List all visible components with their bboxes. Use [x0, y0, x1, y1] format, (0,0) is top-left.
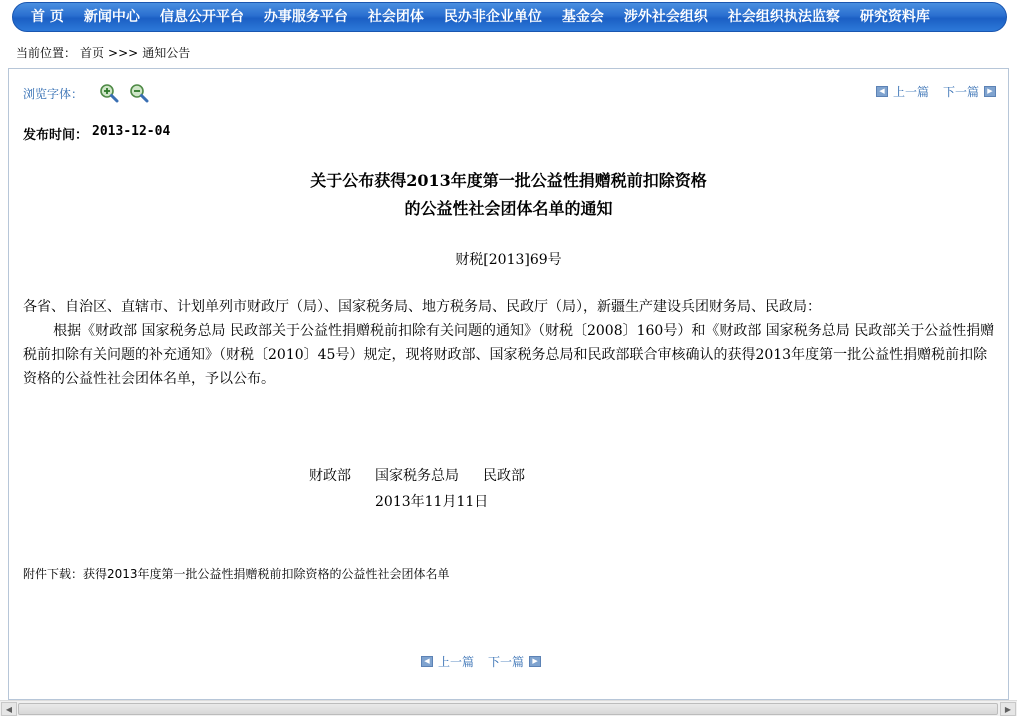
next-article-link-bottom[interactable]	[488, 653, 541, 670]
article-title	[9, 167, 1008, 223]
signature-date: 2013年11月11日	[375, 494, 489, 510]
font-size-tools	[23, 83, 149, 103]
article-paragraph-addressees: 各省、自治区、直辖市、计划单列市财政厅（局）、国家税务局、地方税务局、民政厅（局），新疆生产建设兵团财务局、民政局：	[23, 299, 821, 315]
attachment-label: 附件下载：	[23, 567, 84, 581]
nav-item-social-groups[interactable]: 社会团体	[367, 9, 424, 25]
breadcrumb-label: 当前位置：	[16, 46, 77, 60]
scroll-left-icon[interactable]: ◀	[1, 702, 17, 716]
next-arrow-icon: ▶	[984, 86, 996, 97]
publish-date-label: 发布时间：	[23, 128, 89, 143]
prev-article-link-bottom[interactable]	[421, 653, 474, 670]
nav-item-foreign-orgs[interactable]: 涉外社会组织	[623, 9, 708, 25]
nav-item-research-library[interactable]: 研究资料库	[859, 9, 930, 25]
font-tools-label: 浏览字体：	[23, 86, 84, 101]
next-article-label: 下一篇	[488, 655, 525, 669]
pager-bottom	[421, 653, 541, 670]
article-title-line1: 关于公布获得2013年度第一批公益性捐赠税前扣除资格	[310, 171, 707, 190]
signature-orgs	[309, 463, 525, 489]
attachment-download-link[interactable]: 获得2013年度第一批公益性捐赠税前扣除资格的公益性社会团体名单	[83, 567, 450, 581]
breadcrumb-separator: >>>	[108, 45, 139, 60]
attachment-section	[23, 565, 450, 582]
publish-date	[23, 124, 170, 143]
main-nav-bar	[12, 2, 1007, 32]
breadcrumb	[16, 44, 190, 61]
nav-item-law-enforcement[interactable]: 社会组织执法监察	[727, 9, 840, 25]
horizontal-scrollbar[interactable]	[0, 700, 1017, 716]
scrollbar-thumb[interactable]	[18, 703, 998, 715]
next-article-label: 下一篇	[942, 85, 979, 99]
nav-item-home[interactable]: 首 页	[31, 9, 64, 25]
article-paragraph-main: 根据《财政部 国家税务总局 民政部关于公益性捐赠税前扣除有关问题的通知》（财税〔2008〕160号）和《财政部 国家税务总局 民政部关于公益性捐赠税前扣除有关问题的补充通知》（财税〔2010〕45号）规定，现将财政部、国家税务总局和民政部联合审核确认的获得2013年度第一批公益性捐赠税前扣除资格的公益性社会团体名单，予以公布。	[23, 323, 995, 387]
breadcrumb-home-link[interactable]: 首页	[80, 46, 105, 60]
scroll-right-icon[interactable]: ▶	[1000, 702, 1016, 716]
nav-item-info-disclosure[interactable]: 信息公开平台	[159, 9, 244, 25]
prev-article-label: 上一篇	[438, 655, 475, 669]
prev-arrow-icon: ◀	[421, 656, 433, 667]
next-arrow-icon: ▶	[529, 656, 541, 667]
signature-org-tax: 国家税务总局	[375, 468, 459, 484]
nav-item-private-non-enterprise[interactable]: 民办非企业单位	[443, 9, 542, 25]
signature-org-civil: 民政部	[483, 468, 525, 484]
prev-arrow-icon: ◀	[876, 86, 888, 97]
article-title-line2: 的公益性社会团体名单的通知	[404, 199, 613, 218]
pager-top	[876, 83, 996, 100]
next-article-link-top[interactable]	[943, 83, 996, 100]
article-body	[23, 295, 995, 391]
document-number: 财税[2013]69号	[455, 252, 562, 268]
nav-item-news[interactable]: 新闻中心	[83, 9, 140, 25]
zoom-in-icon[interactable]	[99, 83, 119, 103]
signature-org-finance: 财政部	[309, 468, 351, 484]
prev-article-label: 上一篇	[892, 85, 929, 99]
article-frame	[8, 68, 1009, 700]
publish-date-value: 2013-12-04	[92, 124, 171, 139]
zoom-out-icon[interactable]	[129, 83, 149, 103]
nav-item-services[interactable]: 办事服务平台	[263, 9, 348, 25]
breadcrumb-current-link[interactable]: 通知公告	[142, 46, 191, 60]
nav-item-foundations[interactable]: 基金会	[561, 9, 604, 25]
prev-article-link-top[interactable]	[876, 83, 929, 100]
signature-block	[309, 463, 525, 515]
